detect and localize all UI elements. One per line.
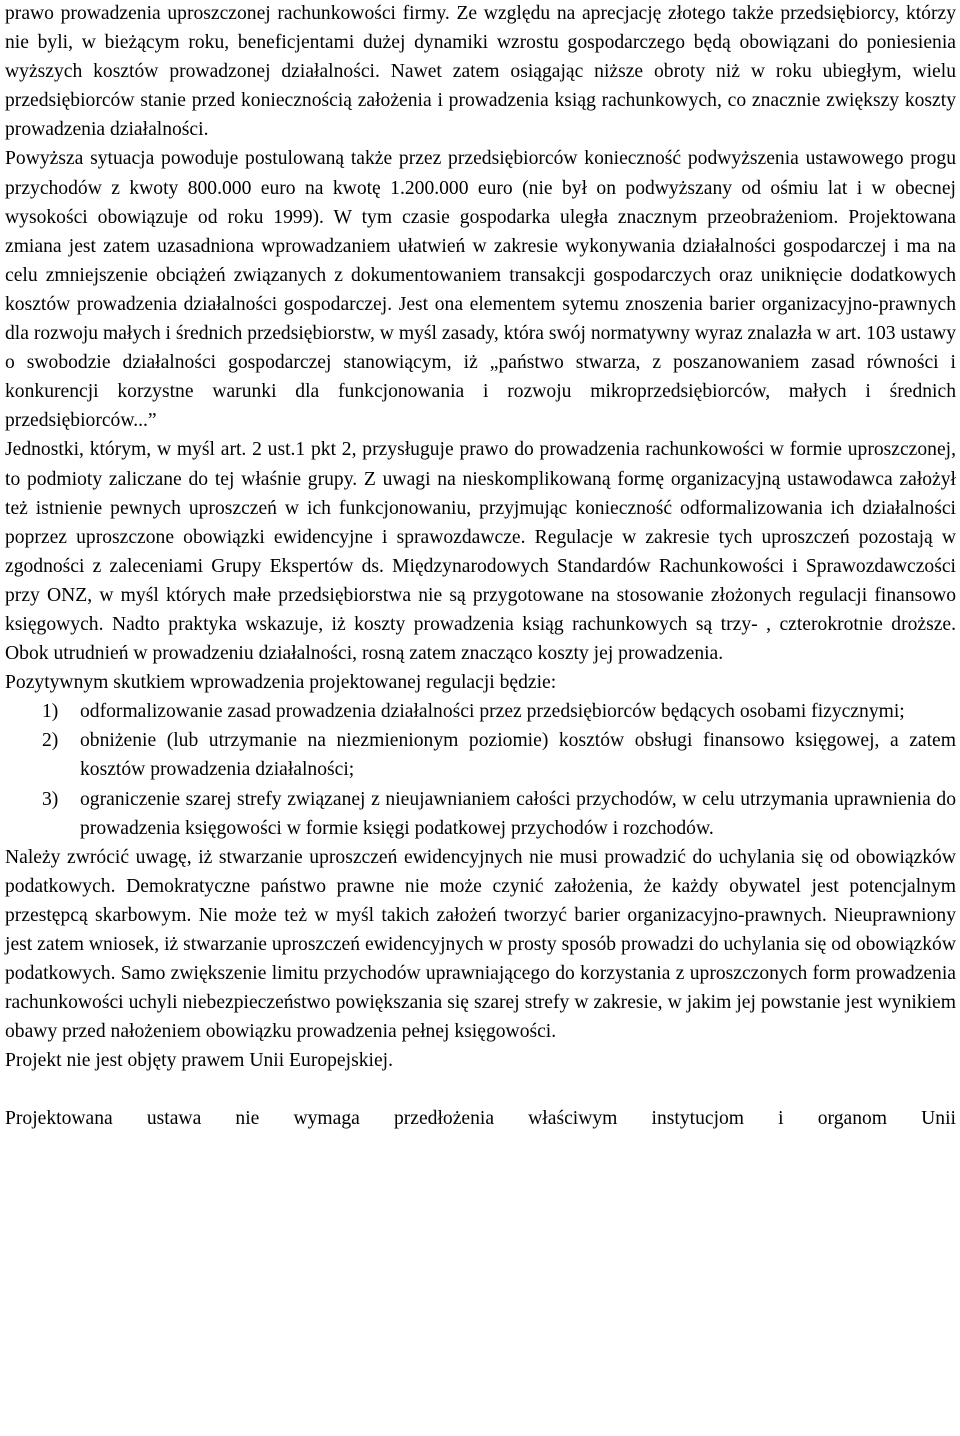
blank-line xyxy=(5,1075,956,1104)
list-item xyxy=(5,697,956,726)
list-item xyxy=(5,785,956,843)
list-item-text: odformalizowanie zasad prowadzenia działalności przez przedsiębiorców będących osobami fizycznymi; xyxy=(80,701,905,723)
paragraph-final: Projektowana ustawa nie wymaga przedłożenia właściwym instytucjom i organom Unii xyxy=(5,1108,956,1130)
list-item-number: 1) xyxy=(42,701,59,723)
paragraph-prog-przychodow: Powyższa sytuacja powoduje postulowaną także przez przedsiębiorców konieczność podwyższenia ustawowego progu przychodów z kwoty 800.000 euro na kwotę 1.200.000 euro (nie był on podwyższany od ośmiu lat i w obecnej wysokości obowiązuje od roku 1999). W tym czasie gospodarka uległa znacznym przeobrażeniom. Projektowana zmiana jest zatem uzasadniona wprowadzaniem ułatwień w zakresie wykonywania działalności gospodarczej i ma na celu zmniejszenie obciążeń związanych z dokumentowaniem transakcji gospodarczych oraz uniknięcie dodatkowych kosztów prowadzenia działalności gospodarczej. Jest ona elementem sytemu znoszenia barier organizacyjno-prawnych dla rozwoju małych i średnich przedsiębiorstw, w myśl zasady, która swój normatywny wyraz znalazła w art. 103 ustawy o swobodzie działalności gospodarczej stanowiącym, iż „państwo stwarza, z poszanowaniem zasad równości i konkurencji korzystne warunki dla funkcjonowania i rozwoju mikroprzedsiębiorców, małych i średnich przedsiębiorców...” xyxy=(5,148,956,432)
paragraph-aprecjacja: prawo prowadzenia uproszczonej rachunkowości firmy. Ze względu na aprecjację złotego także przedsiębiorcy, którzy nie byli, w bieżącym roku, beneficjentami dużej dynamiki wzrostu gospodarczego będą obowiązani do poniesienia wyższych kosztów prowadzonej działalności. Nawet zatem osiągając niższe obroty niż w roku ubiegłym, wielu przedsiębiorców stanie przed koniecznością założenia i prowadzenia ksiąg rachunkowych, co znacznie zwiększy koszty prowadzenia działalności. xyxy=(5,3,956,141)
list-item-number: 2) xyxy=(42,730,59,752)
document-page xyxy=(5,0,956,1134)
paragraph-jednostki: Jednostki, którym, w myśl art. 2 ust.1 pkt 2, przysługuje prawo do prowadzenia rachunkowości w formie uproszczonej, to podmioty zaliczane do tej właśnie grupy. Z uwagi na nieskomplikowaną formę organizacyjną ustawodawca założył też istnienie pewnych uproszczeń w ich funkcjonowaniu, przyjmując konieczność odformalizowania ich działalności poprzez uproszczone obowiązki ewidencyjne i sprawozdawcze. Regulacje w zakresie tych uproszczeń pozostają w zgodności z zaleceniami Grupy Ekspertów ds. Międzynarodowych Standardów Rachunkowości i Sprawozdawczości przy ONZ, w myśl których małe przedsiębiorstwa nie są przygotowane na stosowanie złożonych regulacji finansowo księgowych. Nadto praktyka wskazuje, iż koszty prowadzenia ksiąg rachunkowych są trzy- , czterokrotnie droższe. Obok utrudnień w prowadzeniu działalności, rosną zatem znacząco koszty jej prowadzenia. xyxy=(5,439,956,665)
effects-list xyxy=(5,697,956,842)
list-item-text: obniżenie (lub utrzymanie na niezmienionym poziomie) kosztów obsługi finansowo księgowej, a zatem kosztów prowadzenia działalności; xyxy=(80,730,956,781)
list-item-text: ograniczenie szarej strefy związanej z nieujawnianiem całości przychodów, w celu utrzymania uprawnienia do prowadzenia księgowości w formie księgi podatkowej przychodów i rozchodów. xyxy=(80,788,956,839)
list-item-number: 3) xyxy=(42,788,59,810)
paragraph-uproszczenia: Należy zwrócić uwagę, iż stwarzanie uproszczeń ewidencyjnych nie musi prowadzić do uchylania się od obowiązków podatkowych. Demokratyczne państwo prawne nie może czynić założenia, że każdy obywatel jest potencjalnym przestępcą skarbowym. Nie może też w myśl takich założeń tworzyć barier organizacyjno-prawnych. Nieuprawniony jest zatem wniosek, iż stwarzanie uproszczeń ewidencyjnych w prosty sposób prowadzi do uchylania się od obowiązków podatkowych. Samo zwiększenie limitu przychodów uprawniającego do korzystania z uproszczonych form prowadzenia rachunkowości uchyli niebezpieczeństwo powiększania się szarej strefy w zakresie, w jakim jej powstanie jest wynikiem obawy przed nałożeniem obowiązku prowadzenia pełnej księgowości. xyxy=(5,846,956,1043)
list-item xyxy=(5,726,956,784)
paragraph-skutki-intro: Pozytywnym skutkiem wprowadzenia projektowanej regulacji będzie: xyxy=(5,672,557,694)
paragraph-unia: Projekt nie jest objęty prawem Unii Europejskiej. xyxy=(5,1050,393,1072)
